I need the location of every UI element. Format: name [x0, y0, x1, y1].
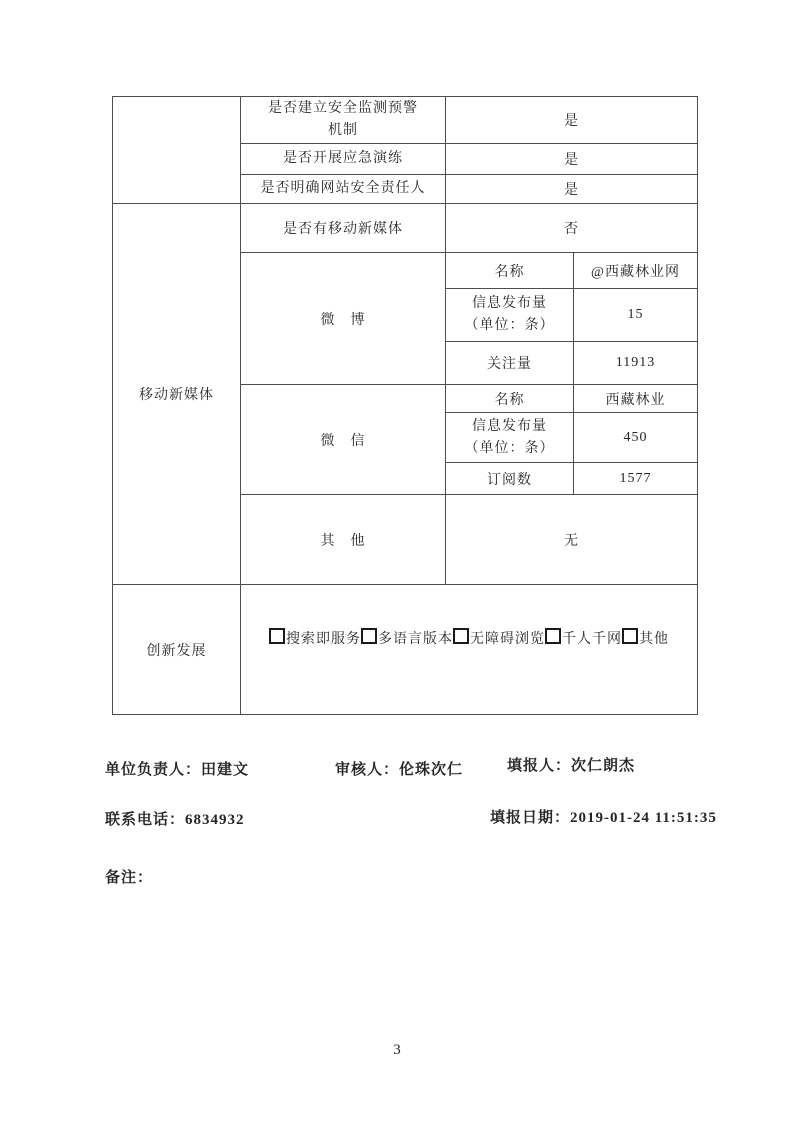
auditor-text: 审核人：伦珠次仁	[335, 762, 464, 778]
checkbox-option-accessibility[interactable]	[453, 632, 545, 647]
weibo-followers-value: 11913	[574, 342, 698, 385]
checkbox-label: 其他	[639, 631, 669, 647]
checkbox-icon[interactable]	[622, 628, 638, 644]
unit-head-text: 单位负责人：田建文	[105, 762, 250, 778]
table-row	[113, 97, 698, 144]
field-text-line1: 信息发布量	[472, 296, 547, 311]
wechat-subscribers-value: 1577	[574, 463, 698, 495]
question-has-mobile-media: 是否有移动新媒体	[241, 204, 446, 253]
checkbox-option-search-service[interactable]	[269, 632, 361, 647]
other-media-value: 无	[446, 495, 698, 585]
innovation-options-cell	[241, 585, 698, 715]
security-section-header-cell	[113, 97, 241, 204]
weibo-label-cell: 微 博	[241, 253, 446, 385]
weibo-followers-field: 关注量	[446, 342, 574, 385]
mobile-media-section-header: 移动新媒体	[113, 204, 241, 585]
checkbox-option-other[interactable]	[622, 632, 669, 647]
wechat-volume-field	[446, 413, 574, 463]
wechat-subscribers-field: 订阅数	[446, 463, 574, 495]
field-text-line2: （单位：条）	[464, 440, 555, 456]
wechat-name-value: 西藏林业	[574, 385, 698, 413]
question-monitoring-warning	[241, 97, 446, 144]
checkbox-icon[interactable]	[545, 628, 561, 644]
checkbox-option-personalized[interactable]	[545, 632, 622, 647]
checkbox-label: 无障碍浏览	[470, 631, 545, 647]
page-number: 3	[393, 1042, 401, 1058]
table-row	[113, 204, 698, 253]
field-text-line2: （单位：条）	[464, 318, 555, 333]
checkbox-label: 千人千网	[562, 631, 622, 647]
weibo-name-field: 名称	[446, 253, 574, 289]
checkbox-label: 多语言版本	[378, 631, 453, 647]
contact-phone-text: 联系电话：6834932	[105, 812, 245, 828]
weibo-volume-value: 15	[574, 289, 698, 342]
wechat-name-field: 名称	[446, 385, 574, 413]
checkbox-icon[interactable]	[361, 628, 377, 644]
wechat-volume-value: 450	[574, 413, 698, 463]
report-table	[112, 96, 698, 715]
checkbox-icon[interactable]	[453, 628, 469, 644]
table-row	[113, 585, 698, 715]
question-security-owner: 是否明确网站安全责任人	[241, 175, 446, 204]
weibo-volume-field	[446, 289, 574, 342]
other-media-label-cell: 其 他	[241, 495, 446, 585]
question-text-line1: 是否建立安全监测预警	[268, 101, 418, 116]
field-text-line1: 信息发布量	[472, 418, 547, 434]
answer-monitoring-warning: 是	[446, 97, 698, 144]
filler-text: 填报人：次仁朗杰	[507, 758, 636, 774]
weibo-name-value: @西藏林业网	[574, 253, 698, 289]
innovation-options-line	[241, 628, 697, 648]
innovation-section-header: 创新发展	[113, 585, 241, 715]
checkbox-label: 搜索即服务	[286, 631, 361, 647]
answer-security-owner: 是	[446, 175, 698, 204]
wechat-label-cell: 微 信	[241, 385, 446, 495]
question-text-line2: 机制	[328, 123, 358, 138]
checkbox-option-multilingual[interactable]	[361, 632, 453, 647]
checkbox-icon[interactable]	[269, 628, 285, 644]
question-emergency-drill: 是否开展应急演练	[241, 144, 446, 175]
answer-emergency-drill: 是	[446, 144, 698, 175]
answer-has-mobile-media: 否	[446, 204, 698, 253]
report-date-text: 填报日期：2019-01-24 11:51:35	[490, 810, 717, 826]
remark-label: 备注：	[105, 870, 154, 886]
